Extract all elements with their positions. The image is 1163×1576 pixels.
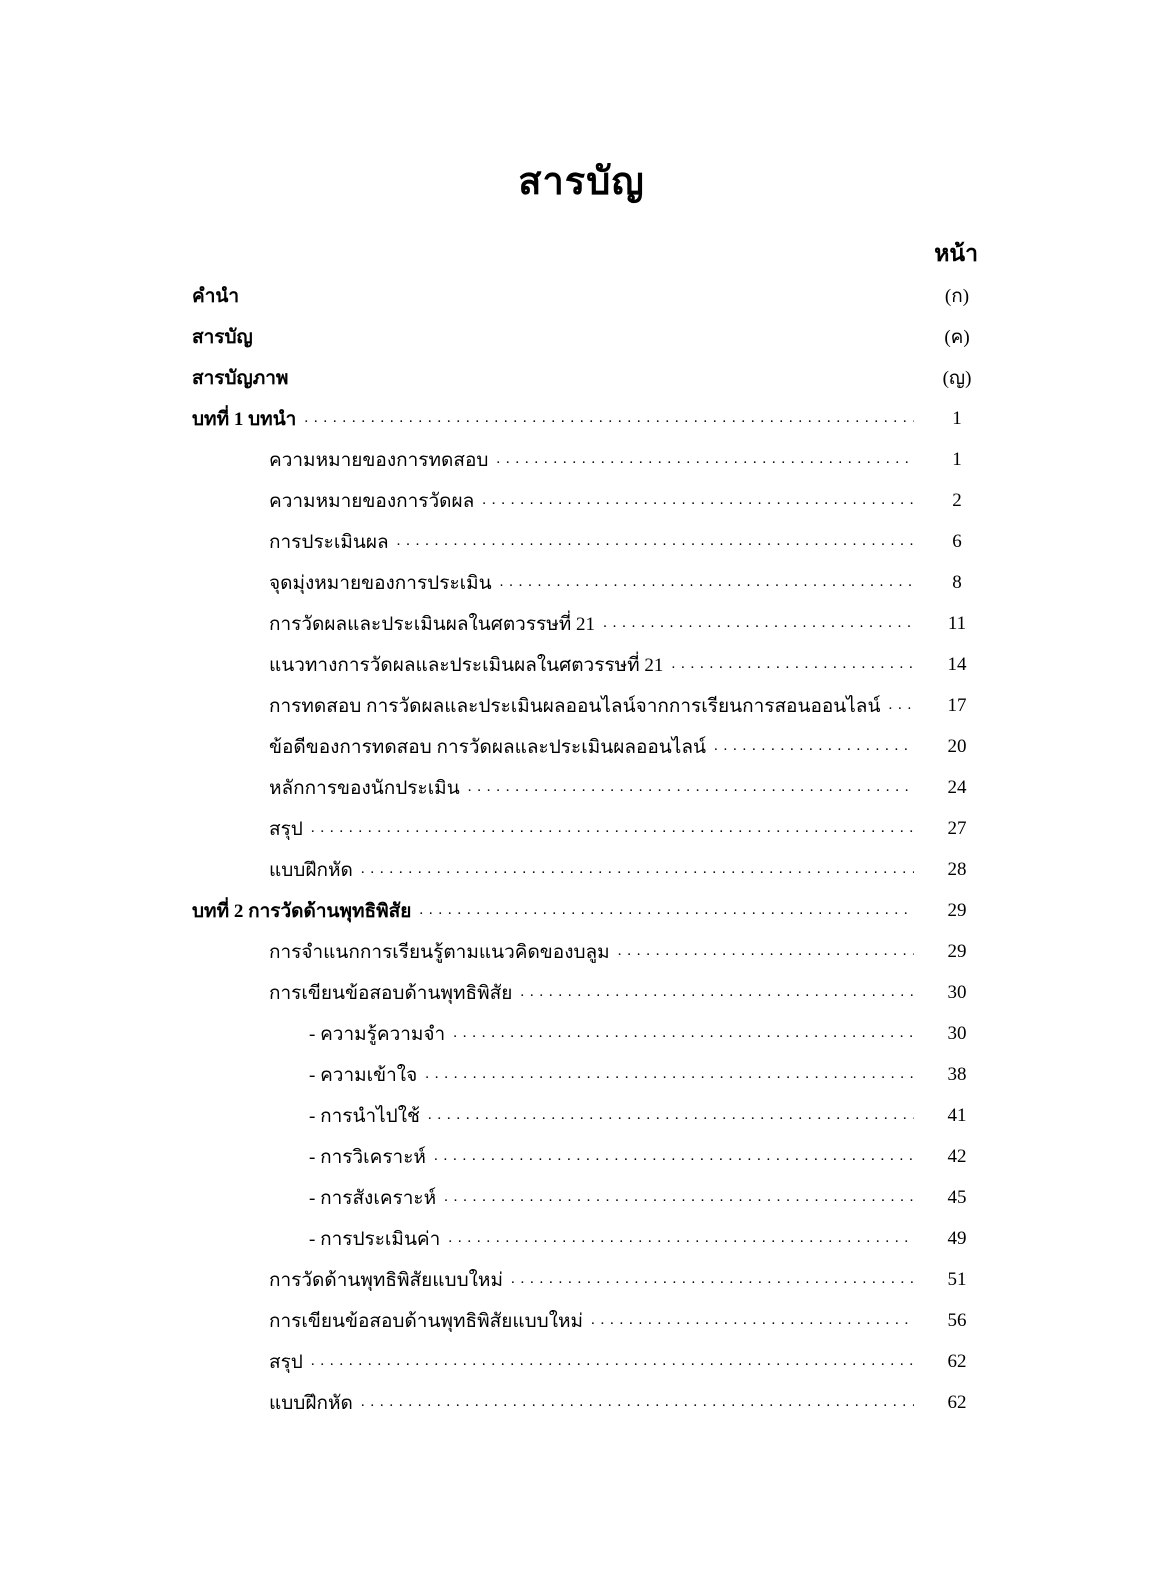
toc-dot-leader (448, 1230, 914, 1247)
toc-entry[interactable] (192, 1095, 982, 1136)
toc-entry-label: ความหมายของการวัดผล (269, 490, 475, 512)
toc-entry-label: แนวทางการวัดผลและประเมินผลในศตวรรษที่ 21 (269, 654, 664, 676)
toc-dot-leader (311, 1353, 914, 1370)
toc-entry-page-number: 24 (947, 776, 967, 798)
toc-entry[interactable] (192, 685, 982, 726)
toc-dot-leader (361, 1394, 914, 1411)
toc-dot-leader (714, 738, 914, 755)
toc-entry[interactable] (192, 603, 982, 644)
toc-entry[interactable] (192, 890, 982, 931)
toc-entry[interactable] (192, 275, 982, 316)
toc-entry-label: - ความเข้าใจ (309, 1064, 418, 1086)
toc-entry-label: การทดสอบ การวัดผลและประเมินผลออนไลน์จากการเรียนการสอนออนไลน์ (269, 695, 881, 717)
toc-entry-label: หลักการของนักประเมิน (269, 777, 460, 799)
toc-dot-leader (311, 820, 914, 837)
toc-entry-page-number: (ค) (944, 326, 970, 348)
toc-dot-leader (361, 861, 914, 878)
toc-entry-label: - การนำไปใช้ (309, 1105, 420, 1127)
toc-entry-page-number: 42 (947, 1145, 967, 1167)
toc-entry[interactable] (192, 562, 982, 603)
toc-entry-label: การวัดผลและประเมินผลในศตวรรษที่ 21 (269, 613, 596, 635)
toc-entry-page-number: 49 (947, 1227, 967, 1249)
toc-entry-label: ความหมายของการทดสอบ (269, 449, 489, 471)
toc-dot-leader (434, 1148, 914, 1165)
toc-dot-leader (482, 492, 914, 509)
toc-dot-leader (425, 1066, 914, 1083)
toc-entry-page-number: (ญ) (942, 367, 972, 389)
toc-dot-leader (511, 1271, 914, 1288)
toc-entry[interactable] (192, 931, 982, 972)
toc-entry-label: การวัดด้านพุทธิพิสัยแบบใหม่ (269, 1269, 503, 1291)
toc-entry[interactable] (192, 972, 982, 1013)
toc-entry[interactable] (192, 1382, 982, 1423)
toc-entry[interactable] (192, 1300, 982, 1341)
toc-entry[interactable] (192, 357, 982, 398)
toc-entry-page-number: 30 (947, 981, 967, 1003)
toc-entry[interactable] (192, 316, 982, 357)
toc-entry[interactable] (192, 767, 982, 808)
toc-entry[interactable] (192, 1259, 982, 1300)
toc-entry-label: สารบัญภาพ (192, 367, 289, 389)
toc-entry-page-number: 20 (947, 735, 967, 757)
toc-entry-page-number: 8 (952, 571, 962, 593)
toc-entry-page-number: 45 (947, 1186, 967, 1208)
toc-dot-leader (603, 615, 914, 632)
toc-dot-leader (591, 1312, 914, 1329)
toc-entry-page-number: 29 (947, 940, 967, 962)
toc-entry-label: - ความรู้ความจำ (309, 1023, 446, 1045)
toc-entry[interactable] (192, 1341, 982, 1382)
toc-entry-page-number: 2 (952, 489, 962, 511)
toc-entry-page-number: 51 (947, 1268, 967, 1290)
toc-entry-label: - การวิเคราะห์ (309, 1146, 426, 1168)
toc-entry-label: บทที่ 1 บทนำ (192, 408, 297, 430)
toc-entry[interactable] (192, 398, 982, 439)
toc-entry-page-number: 1 (952, 448, 962, 470)
toc-entry[interactable] (192, 480, 982, 521)
toc-entry-page-number: 28 (947, 858, 967, 880)
toc-entry-page-number: 41 (947, 1104, 967, 1126)
toc-entry[interactable] (192, 439, 982, 480)
toc-dot-leader (453, 1025, 914, 1042)
toc-entry[interactable] (192, 1218, 982, 1259)
toc-entry-label: คำนำ (192, 285, 240, 307)
toc-entry-page-number: 38 (947, 1063, 967, 1085)
toc-entry-page-number: (ก) (944, 285, 970, 307)
toc-entry[interactable] (192, 1136, 982, 1177)
toc-entry[interactable] (192, 1054, 982, 1095)
toc-entry-page-number: 17 (947, 694, 967, 716)
toc-entry-label: ข้อดีของการทดสอบ การวัดผลและประเมินผลออนไลน์ (269, 736, 706, 758)
toc-entry-page-number: 56 (947, 1309, 967, 1331)
toc-dot-leader (618, 943, 914, 960)
toc-dot-leader (444, 1189, 914, 1206)
toc-entry-label: สรุป (269, 1351, 303, 1373)
toc-dot-leader (500, 574, 914, 591)
toc-entry-page-number: 6 (952, 530, 962, 552)
toc-entry[interactable] (192, 644, 982, 685)
toc-dot-leader (468, 779, 914, 796)
toc-dot-leader (397, 533, 914, 550)
toc-entry[interactable] (192, 808, 982, 849)
page-number-column-header: หน้า (934, 241, 978, 266)
toc-dot-leader (428, 1107, 914, 1124)
toc-entry-label: แบบฝึกหัด (269, 1392, 353, 1414)
toc-entry-page-number: 30 (947, 1022, 967, 1044)
toc-dot-leader (304, 410, 914, 427)
toc-entry-page-number: 14 (947, 653, 967, 675)
toc-entry[interactable] (192, 1013, 982, 1054)
table-of-contents (192, 275, 982, 1423)
toc-entry-page-number: 1 (952, 407, 962, 429)
toc-entry[interactable] (192, 849, 982, 890)
toc-entry-label: จุดมุ่งหมายของการประเมิน (269, 572, 492, 594)
toc-entry[interactable] (192, 521, 982, 562)
toc-entry-page-number: 62 (947, 1391, 967, 1413)
toc-entry-page-number: 11 (947, 612, 967, 634)
toc-entry-label: การประเมินผล (269, 531, 389, 553)
toc-entry-label: - การประเมินค่า (309, 1228, 441, 1250)
toc-dot-leader (671, 656, 914, 673)
toc-dot-leader (496, 451, 914, 468)
page-title: สารบัญ (518, 161, 645, 203)
toc-entry-label: สรุป (269, 818, 303, 840)
toc-dot-leader (520, 984, 914, 1001)
toc-entry-label: บทที่ 2 การวัดด้านพุทธิพิสัย (192, 900, 412, 922)
toc-entry[interactable] (192, 1177, 982, 1218)
toc-dot-leader (888, 697, 914, 714)
toc-dot-leader (419, 902, 914, 919)
toc-entry-label: การเขียนข้อสอบด้านพุทธิพิสัย (269, 982, 513, 1004)
toc-entry[interactable] (192, 726, 982, 767)
toc-entry-label: การเขียนข้อสอบด้านพุทธิพิสัยแบบใหม่ (269, 1310, 584, 1332)
toc-entry-page-number: 62 (947, 1350, 967, 1372)
toc-entry-label: สารบัญ (192, 326, 253, 348)
toc-entry-label: การจำแนกการเรียนรู้ตามแนวคิดของบลูม (269, 941, 610, 963)
toc-entry-page-number: 27 (947, 817, 967, 839)
toc-entry-label: แบบฝึกหัด (269, 859, 353, 881)
toc-entry-page-number: 29 (947, 899, 967, 921)
toc-entry-label: - การสังเคราะห์ (309, 1187, 437, 1209)
